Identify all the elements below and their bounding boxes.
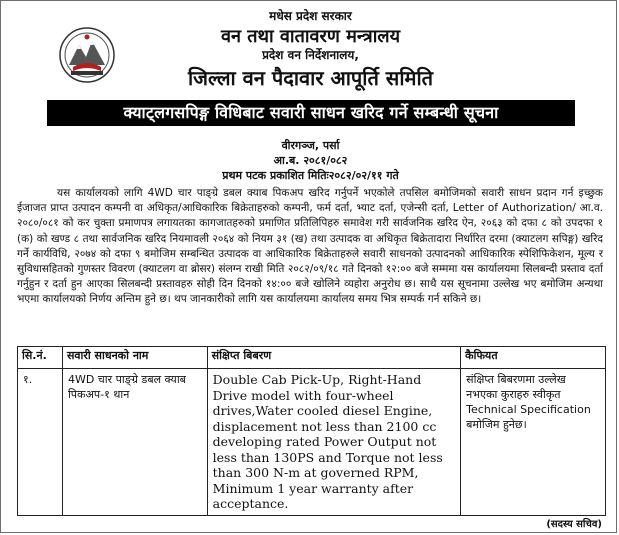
office-name: जिल्ला वन पैदावार आपूर्ति समिति: [187, 66, 434, 90]
cell-vehicle-name: 4WD चार पाङ्ग्रे डबल क्याब पिकअप-१ थान: [62, 369, 207, 516]
col-header-sn: सि.नं.: [18, 347, 63, 369]
first-published-date: प्रथम पटक प्रकाशित मितिः२०८२/०२/११ गते: [222, 169, 399, 182]
cell-specification: Double Cab Pick-Up, Right-Hand Drive model with four-wheel drives,Water cooled diesel Engine, displacement not less than 2100 cc developing rated Power Output not less than 130PS and Torque not less than 300 N-m at governed RPM, Minimum 1 year warranty after acceptance.: [207, 369, 461, 516]
location: वीरगञ्ज, पर्सा: [281, 139, 340, 152]
vehicle-table: [17, 346, 606, 516]
fiscal-year: आ.ब. २०८१/०८२: [273, 154, 348, 167]
col-header-remarks: कैफियत: [461, 347, 606, 369]
cell-remarks: संक्षिप्त बिबरणमा उल्लेख नभएका कुराहरु स्वीकृत Technical Specification बमोजिम हुनेछ।: [461, 369, 606, 516]
notice-body: यस कार्यालयको लागि 4WD चार पाङ्ग्रे डबल क्याब पिकअप खरिद गर्नुपर्ने भएकोले तपसिल बमोजिमको सवारी साधन प्रदान गर्न इच्छुक ईजाजत प्राप्त उत्पादन कम्पनी वा अधिकृत/आधिकारिक बिक्रेताहरुको कम्पनी, फर्म दर्ता, भ्याट दर्ता, एजेन्सी दर्ता, Letter of Authorization/ आ.व. २०८०/०८१ को कर चुक्ता प्रमाणपत्र लगायतका कागजातहरुको प्रमाणित प्रतिलिपिहरु समावेश गरी सार्वजनिक खरिद ऐन, २०६३ को दफा ८ को उपदफा १ (क) को खण्ड ८ तथा सार्वजनिक खरिद नियमावली २०६४ को नियम ३१ (ख) तथा उत्पादक वा अधिकृत बिक्रेतादारा निर्धारित दरमा (क्याटलग सपिङ्ग) खरिद गर्ने कार्यविधि, २०७४ को दफा ९ बमोजिम सम्बन्धित उत्पादक वा आधिकारिक बिक्रेताहरुले सवारी साधनको उत्पादनको आधिकारिक स्पेशिफिकेशन, मूल्य र सुविधासहितको गुणस्तर विवरण (क्याटलग वा ब्रोसर) संलग्न राखी मिति २०८२/०९/१८ गते दिनको १२:०० बजे सम्ममा यस कार्यालयमा सिलबन्दी प्रस्ताव दर्ता गर्नुहुन र दर्ता हुन आएका सिलबन्दी प्रस्तावहरु सोही दिन दिनको १४:०० बजे खोलिने व्यहोरा अनुरोध छ। साथै यस सूचनामा उल्लेख भए बमोजिम अन्यथा भएमा कार्यालयको निर्णय अन्तिम हुने छ। थप जानकारीको लागि यस कार्यालयमा कार्यालय समय भित्र सम्पर्क गर्न सकिने छ।: [17, 187, 603, 306]
table-header-row: [18, 347, 606, 369]
notice-title-banner: क्याट्लगसपिङ्ग विधिबाट सवारी साधन खरिद गर्ने सम्बन्धी सूचना: [47, 100, 575, 126]
col-header-vehicle-name: सवारी साधनको नाम: [62, 347, 207, 369]
ministry-name: वन तथा वातावरण मन्त्रालय: [220, 26, 401, 47]
col-header-brief-description: संक्षिप्त बिबरण: [207, 347, 461, 369]
government-name: मधेस प्रदेश सरकार: [269, 9, 352, 23]
signature-member-secretary: (सदस्य सचिव): [546, 519, 602, 530]
table-row: [18, 369, 606, 516]
directorate-name: प्रदेश वन निर्देशनालय,: [262, 48, 359, 62]
cell-sn: १.: [18, 369, 63, 516]
